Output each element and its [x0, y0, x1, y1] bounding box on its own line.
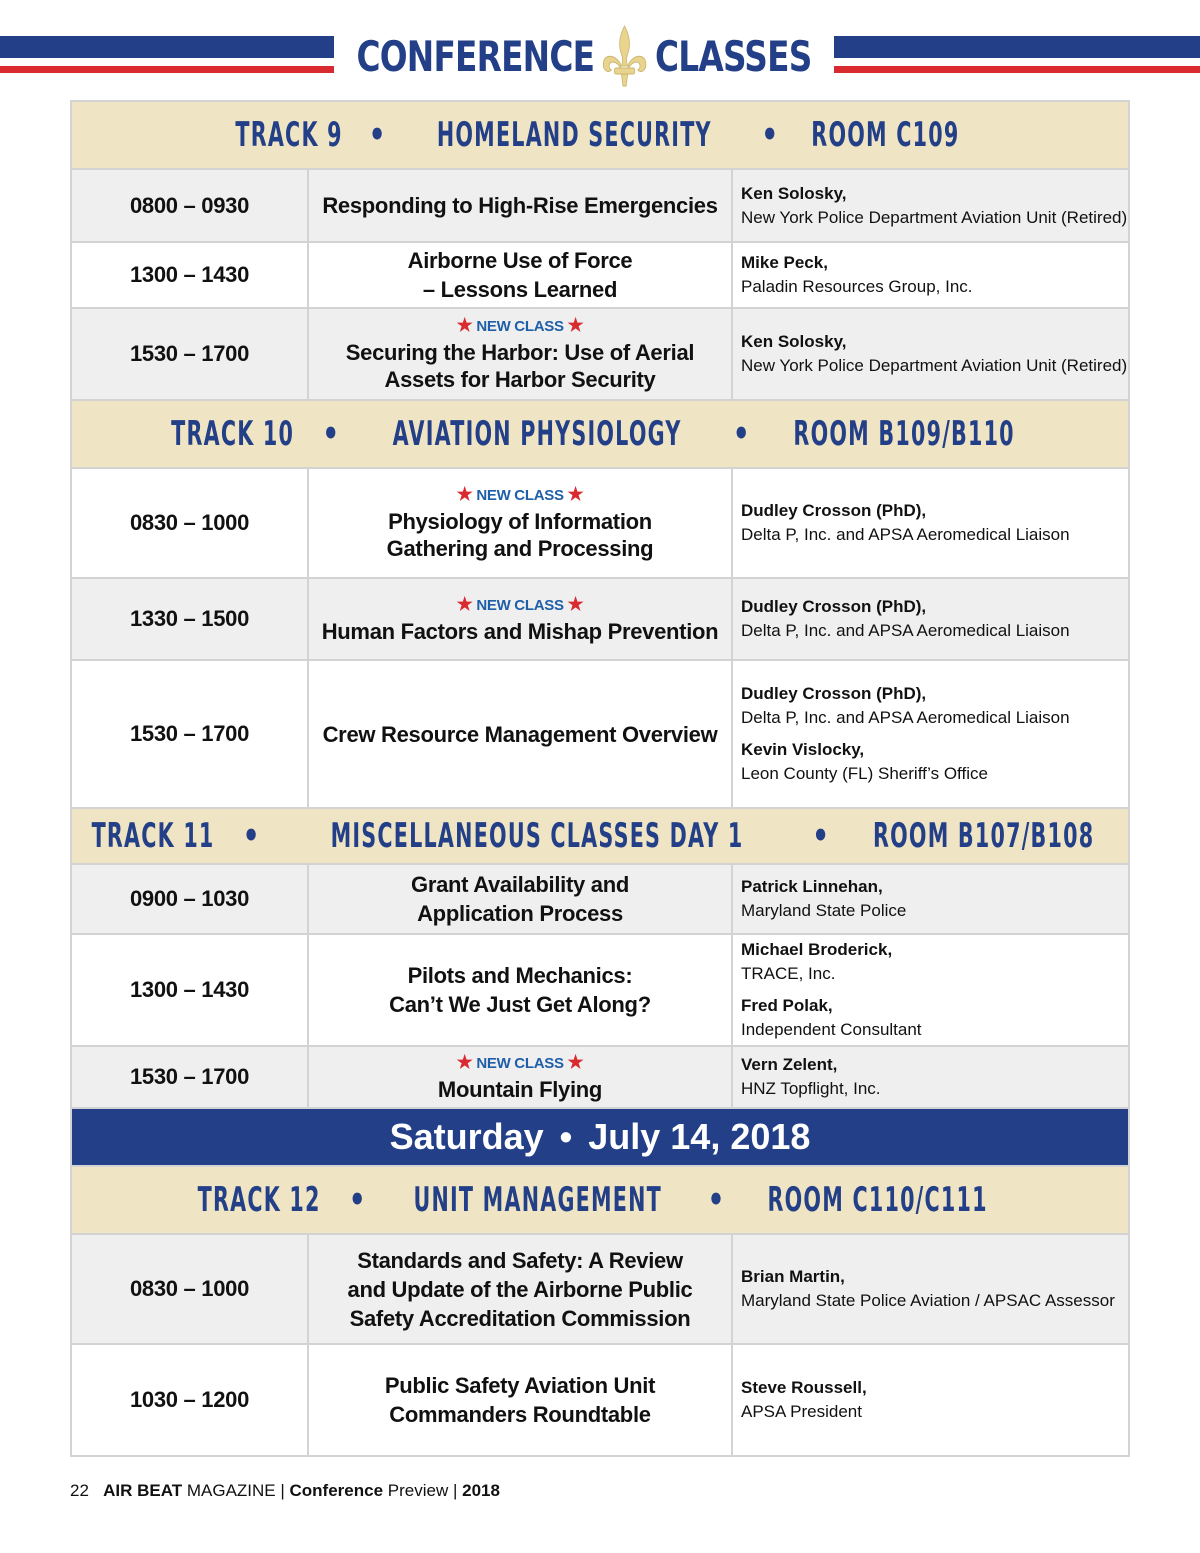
table-row [72, 243, 1128, 309]
session-time: 0900 – 1030 [72, 865, 309, 933]
header-title-right: CLASSES [655, 31, 812, 81]
session-time: 0800 – 0930 [72, 170, 309, 241]
instructor-name: Fred Polak, [741, 996, 833, 1015]
header-stripes-left [0, 36, 334, 73]
instructor-name: Mike Peck, [741, 253, 828, 272]
track-header: TRACK 9 • HOMELAND SECURITY • ROOM C109 [72, 102, 1128, 170]
instructor-org: New York Police Department Aviation Unit (Retired) [741, 356, 1128, 375]
session-time: 0830 – 1000 [72, 469, 309, 577]
day-name: Saturday [389, 1116, 544, 1157]
session-title: Grant Availability and Application Process [309, 865, 733, 933]
track-room: ROOM B109/B110 [793, 414, 1015, 454]
instructor-org: Independent Consultant [741, 1020, 922, 1039]
instructor-org: Leon County (FL) Sheriff’s Office [741, 764, 988, 783]
session-instructors [733, 1345, 1128, 1455]
star-icon: ★ [456, 484, 473, 504]
session-time: 1030 – 1200 [72, 1345, 309, 1455]
track-name: AVIATION PHYSIOLOGY [392, 414, 682, 454]
track-room: ROOM C109 [811, 115, 960, 155]
publication-name: AIR BEAT [103, 1481, 183, 1500]
table-row [72, 935, 1128, 1047]
session-instructors [733, 1235, 1128, 1343]
header-title-left: CONFERENCE [356, 31, 595, 81]
session-time: 1530 – 1700 [72, 1047, 309, 1107]
table-row [72, 1345, 1128, 1455]
instructor-name: Vern Zelent, [741, 1055, 838, 1074]
section-suffix: Preview [387, 1481, 449, 1500]
instructor-name: Dudley Crosson (PhD), [741, 684, 927, 703]
table-row [72, 1235, 1128, 1345]
instructor-org: Delta P, Inc. and APSA Aeromedical Liaison [741, 525, 1070, 544]
page-footer: 22 AIR BEAT MAGAZINE | Conference Preview | 2018 [70, 1481, 500, 1500]
publication-suffix: MAGAZINE [186, 1481, 276, 1500]
track-header: TRACK 11 • MISCELLANEOUS CLASSES DAY 1 • ROOM B107/B108 [72, 809, 1128, 865]
table-row [72, 309, 1128, 401]
page-number: 22 [70, 1481, 89, 1500]
track-number: TRACK 12 [197, 1180, 321, 1220]
instructor-name: Brian Martin, [741, 1267, 845, 1286]
session-title: ★ NEW CLASS ★ Securing the Harbor: Use of Aerial Assets for Harbor Security [309, 309, 733, 399]
star-icon: ★ [456, 315, 473, 335]
session-instructors [733, 661, 1128, 807]
session-title: ★ NEW CLASS ★ Human Factors and Mishap Prevention [309, 579, 733, 659]
session-instructors [733, 309, 1128, 399]
track-number: TRACK 11 [91, 816, 215, 856]
star-icon: ★ [567, 315, 584, 335]
session-title: Crew Resource Management Overview [309, 661, 733, 807]
session-title: Airborne Use of Force – Lessons Learned [309, 243, 733, 307]
instructor-name: Steve Roussell, [741, 1378, 867, 1397]
day-date: July 14, 2018 [588, 1116, 811, 1157]
star-icon: ★ [567, 1051, 584, 1072]
star-icon: ★ [456, 1051, 473, 1072]
new-class-badge: ★ NEW CLASS ★ [456, 1051, 584, 1072]
session-time: 1530 – 1700 [72, 309, 309, 399]
session-time: 0830 – 1000 [72, 1235, 309, 1343]
instructor-name: Michael Broderick, [741, 940, 893, 959]
instructor-org: APSA President [741, 1402, 862, 1421]
track-room: ROOM B107/B108 [872, 816, 1095, 856]
session-instructors [733, 579, 1128, 659]
track-number: TRACK 9 [235, 115, 343, 155]
session-instructors [733, 469, 1128, 577]
schedule-table [70, 100, 1130, 1457]
track-header: TRACK 12 • UNIT MANAGEMENT • ROOM C110/C111 [72, 1167, 1128, 1235]
session-instructors [733, 865, 1128, 933]
instructor-org: TRACE, Inc. [741, 964, 836, 983]
session-instructors [733, 1047, 1128, 1107]
instructor-name: Patrick Linnehan, [741, 877, 883, 896]
instructor-org: HNZ Topflight, Inc. [741, 1079, 881, 1098]
track-name: UNIT MANAGEMENT [413, 1180, 662, 1220]
session-title: Standards and Safety: A Review and Update of the Airborne Public Safety Accreditation Commission [309, 1235, 733, 1343]
new-class-badge: ★ NEW CLASS ★ [456, 315, 584, 335]
session-title: Public Safety Aviation Unit Commanders Roundtable [309, 1345, 733, 1455]
instructor-org: Maryland State Police [741, 901, 907, 920]
star-icon: ★ [456, 593, 473, 614]
instructor-name: Ken Solosky, [741, 332, 847, 351]
session-time: 1300 – 1430 [72, 935, 309, 1045]
session-title: ★ NEW CLASS ★ Physiology of Information Gathering and Processing [309, 469, 733, 577]
track-name: HOMELAND SECURITY [436, 115, 712, 155]
session-title: Pilots and Mechanics: Can’t We Just Get Along? [309, 935, 733, 1045]
table-row [72, 579, 1128, 661]
instructor-name: Kevin Vislocky, [741, 740, 865, 759]
table-row [72, 661, 1128, 809]
track-name: MISCELLANEOUS CLASSES DAY 1 [330, 816, 744, 856]
star-icon: ★ [567, 593, 584, 614]
table-row [72, 1047, 1128, 1109]
instructor-org: Delta P, Inc. and APSA Aeromedical Liaison [741, 708, 1070, 727]
instructor-org: New York Police Department Aviation Unit (Retired) [741, 207, 1128, 227]
session-instructors [733, 170, 1128, 241]
track-room: ROOM C110/C111 [768, 1180, 989, 1220]
session-instructors [733, 935, 1128, 1045]
instructor-name: Dudley Crosson (PhD), [741, 597, 927, 616]
session-time: 1530 – 1700 [72, 661, 309, 807]
star-icon: ★ [567, 484, 584, 504]
instructor-name: Ken Solosky, [741, 183, 847, 203]
session-instructors [733, 243, 1128, 307]
instructor-org: Maryland State Police Aviation / APSAC Assessor [741, 1291, 1115, 1310]
header-title [356, 24, 812, 88]
fleur-de-lis-icon [597, 24, 652, 88]
session-title: ★ NEW CLASS ★ Mountain Flying [309, 1047, 733, 1107]
instructor-name: Dudley Crosson (PhD), [741, 501, 927, 520]
new-class-badge: ★ NEW CLASS ★ [456, 593, 584, 614]
instructor-org: Paladin Resources Group, Inc. [741, 277, 973, 296]
track-header: TRACK 10 • AVIATION PHYSIOLOGY • ROOM B109/B110 [72, 401, 1128, 469]
table-row [72, 865, 1128, 935]
table-row [72, 469, 1128, 579]
session-time: 1300 – 1430 [72, 243, 309, 307]
header-stripes-right [834, 36, 1200, 73]
session-time: 1330 – 1500 [72, 579, 309, 659]
track-number: TRACK 10 [171, 414, 295, 454]
issue-year: 2018 [462, 1481, 500, 1500]
page-header [0, 0, 1200, 96]
session-title: Responding to High-Rise Emergencies [309, 170, 733, 241]
new-class-badge: ★ NEW CLASS ★ [456, 484, 584, 504]
instructor-org: Delta P, Inc. and APSA Aeromedical Liaison [741, 621, 1070, 640]
day-banner: Saturday • July 14, 2018 [72, 1109, 1128, 1167]
section-name: Conference [289, 1481, 384, 1500]
table-row [72, 170, 1128, 243]
